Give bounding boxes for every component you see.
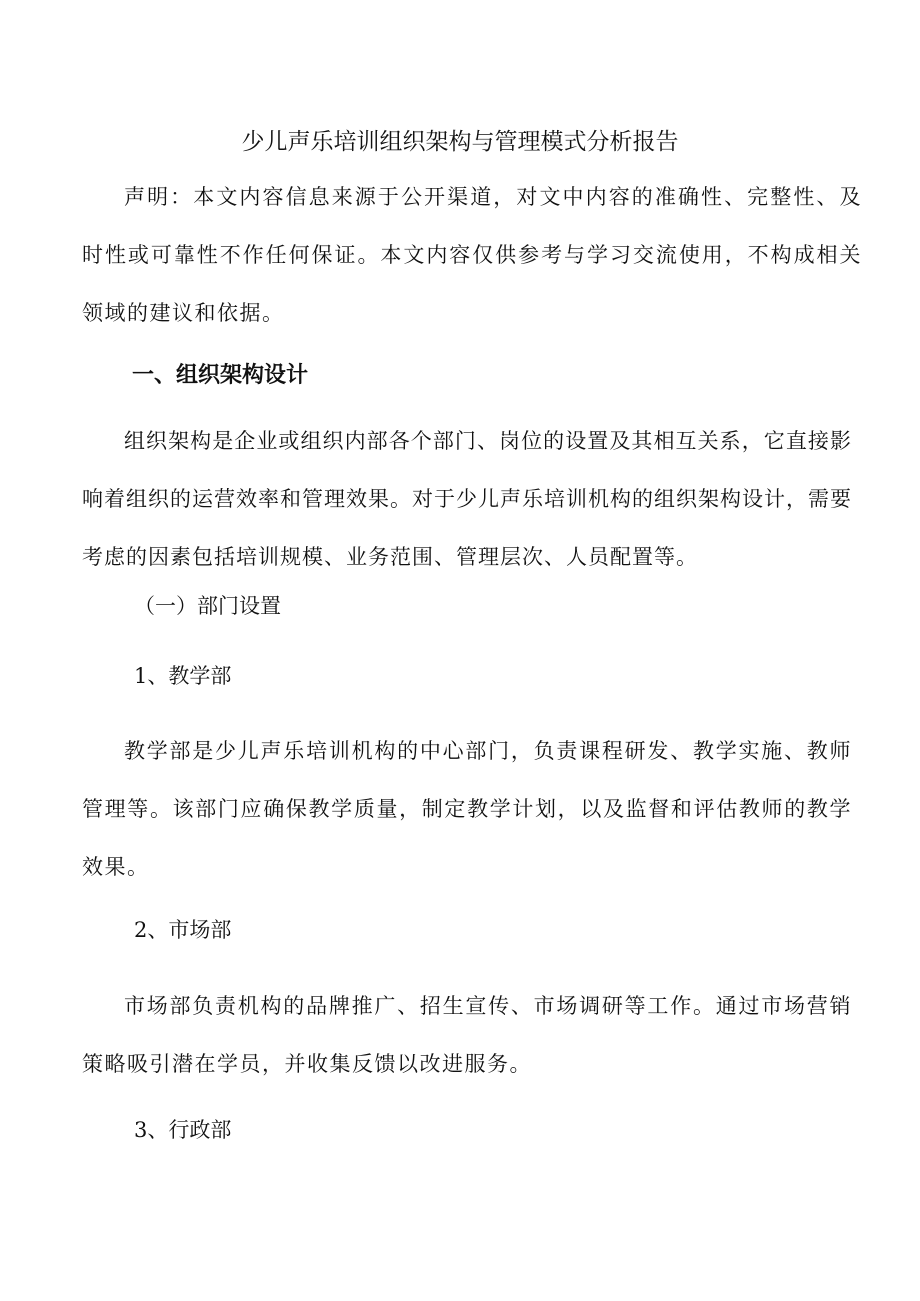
department-text-teaching: 教学部是少儿声乐培训机构的中心部门，负责课程研发、教学实施、教师管理等。该部门应确保教学质量，制定教学计划，以及监督和评估教师的教学效果。 — [82, 739, 852, 879]
subsection-title: （一）部门设置 — [134, 594, 281, 618]
department-title-teaching: 1、教学部 — [134, 664, 232, 688]
department-text-marketing: 市场部负责机构的品牌推广、招生宣传、市场调研等工作。通过市场营销策略吸引潜在学员，并收集反馈以改进服务。 — [82, 994, 852, 1076]
document-title: 少儿声乐培训组织架构与管理模式分析报告 — [241, 129, 679, 155]
section-intro-paragraph: 组织架构是企业或组织内部各个部门、岗位的设置及其相互关系，它直接影响着组织的运营效率和管理效果。对于少儿声乐培训机构的组织架构设计，需要考虑的因素包括培训规模、业务范围、管理层次、人员配置等。 — [82, 429, 852, 569]
department-title-marketing: 2、市场部 — [134, 918, 232, 942]
department-title-admin: 3、行政部 — [134, 1118, 232, 1142]
disclaimer-paragraph: 声明：本文内容信息来源于公开渠道，对文中内容的准确性、完整性、及时性或可靠性不作任何保证。本文内容仅供参考与学习交流使用，不构成相关领域的建议和依据。 — [82, 185, 862, 325]
section-heading: 一、组织架构设计 — [132, 363, 309, 388]
